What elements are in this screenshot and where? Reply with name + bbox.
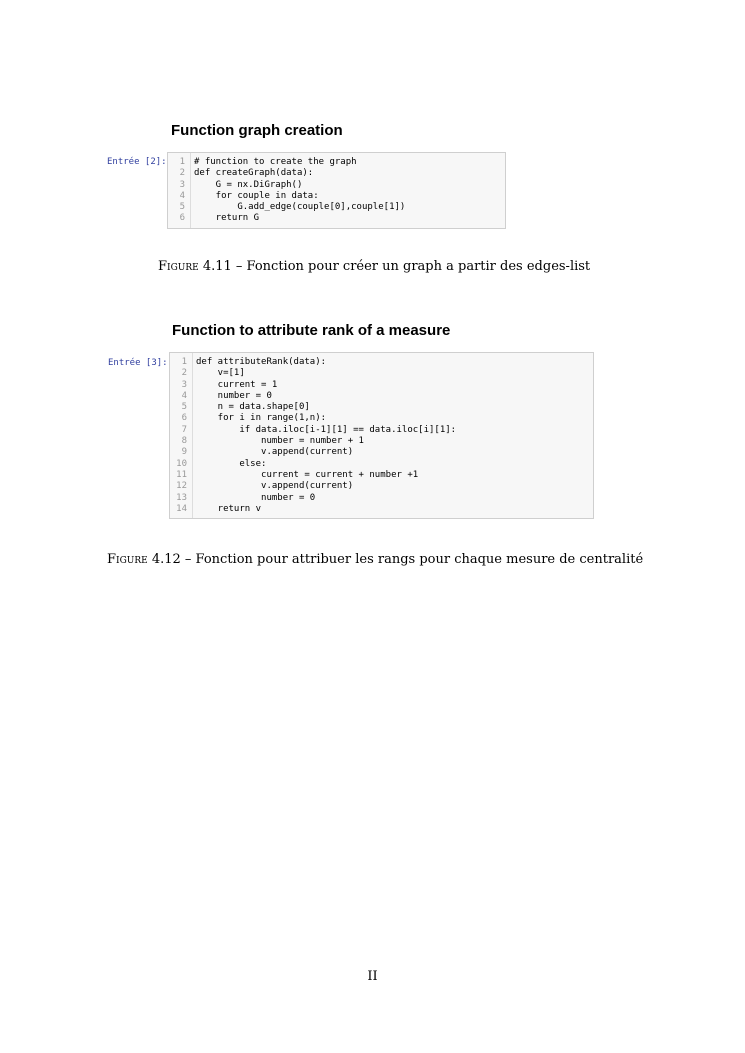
code-text: number = number + 1 bbox=[196, 436, 364, 447]
code-text: for couple in data: bbox=[194, 190, 319, 201]
code-line bbox=[170, 493, 593, 504]
code-text: G.add_edge(couple[0],couple[1]) bbox=[194, 202, 406, 213]
figure-heading: Function to attribute rank of a measure bbox=[172, 322, 451, 339]
code-text: number = 0 bbox=[196, 492, 316, 503]
code-text: for i in range(1,n): bbox=[196, 413, 327, 424]
code-line bbox=[170, 447, 593, 458]
code-text: G = nx.DiGraph() bbox=[194, 179, 303, 190]
line-number: 4 bbox=[181, 390, 187, 401]
code-line bbox=[170, 391, 593, 402]
line-number: 9 bbox=[181, 447, 187, 458]
code-line bbox=[170, 470, 593, 481]
cell-prompt: Entrée [3]: bbox=[108, 358, 168, 368]
line-number: 4 bbox=[179, 190, 185, 201]
code-text: number = 0 bbox=[196, 390, 272, 401]
code-line bbox=[170, 504, 593, 515]
code-line bbox=[170, 436, 593, 447]
code-line bbox=[168, 191, 505, 202]
code-text: return G bbox=[194, 213, 260, 224]
line-number: 3 bbox=[179, 179, 185, 190]
code-line bbox=[168, 180, 505, 191]
figure-heading: Function graph creation bbox=[171, 122, 343, 139]
line-number: 11 bbox=[176, 469, 187, 480]
line-number: 7 bbox=[181, 424, 187, 435]
code-line bbox=[170, 380, 593, 391]
figure-label: Figure 4.11 bbox=[158, 259, 232, 274]
line-number: 5 bbox=[179, 202, 185, 213]
code-text: return v bbox=[196, 503, 262, 514]
line-number: 13 bbox=[176, 492, 187, 503]
code-text: v=[1] bbox=[196, 368, 245, 379]
code-text: v.append(current) bbox=[196, 481, 354, 492]
code-text: def attributeRank(data): bbox=[196, 357, 327, 367]
caption-text: – Fonction pour créer un graph a partir des edges-list bbox=[231, 259, 591, 274]
code-line bbox=[168, 157, 505, 168]
line-number: 2 bbox=[179, 168, 185, 179]
code-body bbox=[168, 157, 505, 225]
line-number: 12 bbox=[176, 481, 187, 492]
line-number: 10 bbox=[176, 458, 187, 469]
code-line bbox=[170, 402, 593, 413]
code-cell bbox=[169, 352, 594, 519]
code-body bbox=[170, 357, 593, 515]
line-number: 2 bbox=[181, 368, 187, 379]
code-text: current = current + number +1 bbox=[196, 469, 419, 480]
code-line bbox=[170, 413, 593, 424]
code-line bbox=[170, 481, 593, 492]
code-line bbox=[170, 459, 593, 470]
page-number: II bbox=[367, 969, 378, 984]
code-text: v.append(current) bbox=[196, 447, 354, 458]
code-line bbox=[170, 368, 593, 379]
figure-label: Figure 4.12 bbox=[107, 552, 181, 567]
code-line bbox=[168, 202, 505, 213]
code-line bbox=[170, 425, 593, 436]
code-cell bbox=[167, 152, 506, 229]
code-line bbox=[170, 357, 593, 368]
code-line bbox=[168, 213, 505, 224]
figure-caption bbox=[107, 552, 643, 567]
line-number: 14 bbox=[176, 503, 187, 514]
line-number: 6 bbox=[179, 213, 185, 224]
code-text: if data.iloc[i-1][1] == data.iloc[i][1]: bbox=[196, 424, 457, 435]
line-number: 1 bbox=[181, 357, 187, 367]
code-text: else: bbox=[196, 458, 267, 469]
code-text: current = 1 bbox=[196, 379, 278, 390]
code-line bbox=[168, 168, 505, 179]
line-number: 6 bbox=[181, 413, 187, 424]
caption-text: – Fonction pour attribuer les rangs pour chaque mesure de centralité bbox=[180, 552, 644, 567]
line-number: 1 bbox=[179, 157, 185, 167]
code-text: def createGraph(data): bbox=[194, 168, 314, 179]
line-number: 8 bbox=[181, 436, 187, 447]
line-number: 5 bbox=[181, 402, 187, 413]
code-text: n = data.shape[0] bbox=[196, 402, 310, 413]
figure-caption bbox=[158, 259, 590, 274]
cell-prompt: Entrée [2]: bbox=[107, 157, 167, 167]
code-text: # function to create the graph bbox=[194, 157, 357, 167]
line-number: 3 bbox=[181, 379, 187, 390]
